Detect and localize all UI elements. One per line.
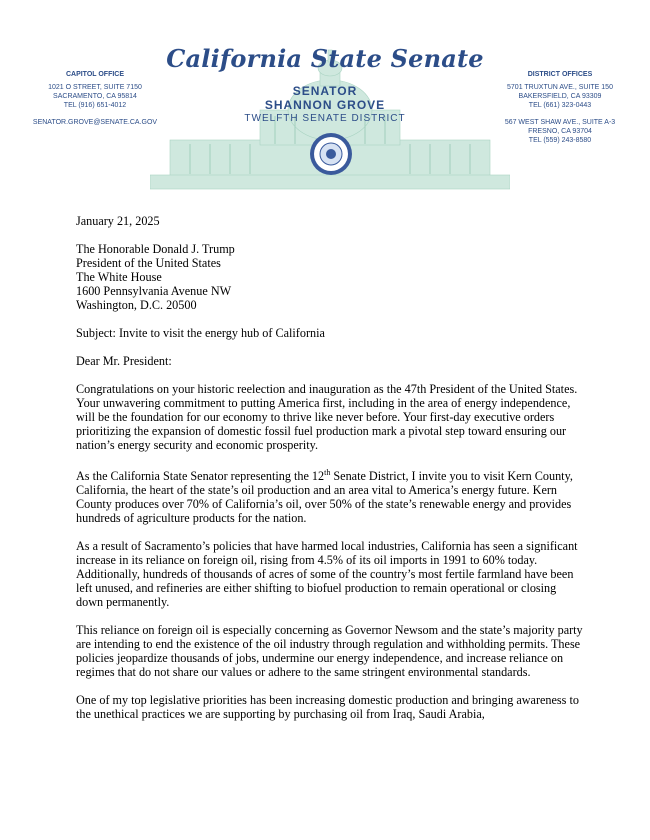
- capitol-city-line: SACRAMENTO, CA 95814: [53, 93, 137, 100]
- recipient-address: [76, 242, 586, 312]
- letter-subject: Subject: Invite to visit the energy hub of California: [76, 326, 325, 340]
- letter-body: [76, 214, 586, 735]
- letterhead: [0, 0, 650, 200]
- capitol-address-line: 1021 O STREET, SUITE 7150: [48, 84, 142, 91]
- capitol-phone: TEL (916) 651-4012: [63, 102, 127, 109]
- letter-paragraph-1: Congratulations on your historic reelection and inauguration as the 47th President of the United States. Your unwavering commitment to putting America first, including in the area of energy independence, will be the foundation for our economy to thrive like never before. Your first-day executive orders prioritizing the expansion of domestic fossil fuel production mark a pivotal step toward ensuring our nation’s energy security and economic prosperity.: [76, 382, 578, 452]
- letterhead-title: California State Senate: [166, 44, 484, 73]
- letter-paragraph-2: [76, 466, 586, 525]
- recipient-line: President of the United States: [76, 256, 221, 270]
- recipient-line: The White House: [76, 270, 162, 284]
- paragraph-2-rest: Senate District, I invite you to visit Kern County, California, the heart of the state’s oil production and an area vital to America’s energy future. Kern County produces over 70% of California’s oil, over 50% of the state’s renewable energy and provides hundreds of agriculture products for the nation.: [76, 469, 573, 526]
- recipient-line: 1600 Pennsylvania Avenue NW: [76, 284, 232, 298]
- letter-date: January 21, 2025: [76, 214, 160, 228]
- senate-seal-icon: [309, 132, 353, 176]
- capitol-office-block: [20, 70, 170, 127]
- letter-paragraph-4: This reliance on foreign oil is especially concerning as Governor Newsom and the state’s majority party are intending to end the existence of the oil industry through regulation and withholding permits. These policies jeopardize thousands of jobs, undermine our energy independence, and increase reliance on regimes that do not share our values or adhere to the same stringent environmental standards.: [76, 623, 583, 680]
- district-offices-header: DISTRICT OFFICES: [527, 71, 593, 78]
- recipient-line: The Honorable Donald J. Trump: [76, 242, 235, 256]
- fresno-phone: TEL (559) 243-8580: [528, 137, 592, 144]
- bakersfield-address-line: 5701 TRUXTUN AVE., SUITE 150: [507, 84, 613, 91]
- recipient-line: Washington, D.C. 20500: [76, 298, 197, 312]
- fresno-city-line: FRESNO, CA 93704: [528, 128, 592, 135]
- senator-email: SENATOR.GROVE@SENATE.CA.GOV: [32, 119, 158, 126]
- district-offices-block: [480, 70, 640, 145]
- bakersfield-phone: TEL (661) 323-0443: [528, 102, 592, 109]
- letter-paragraph-3: As a result of Sacramento’s policies that have harmed local industries, California has seen a significant increase in its reliance on foreign oil, rising from 4.5% of its oil imports in 1991 to 60% today. Additionally, hundreds of thousands of acres of some of the country’s most fertile farmland have been left unused, and refineries are either shifting to biofuel production to remain operational or closing down permanently.: [76, 539, 578, 610]
- bakersfield-city-line: BAKERSFIELD, CA 93309: [518, 93, 602, 100]
- ordinal-suffix: th: [324, 468, 331, 477]
- fresno-address-line: 567 WEST SHAW AVE., SUITE A-3: [504, 119, 616, 126]
- senator-name: SHANNON GROVE: [264, 98, 386, 112]
- paragraph-2-intro: As the California State Senator representing the 12: [76, 469, 325, 484]
- capitol-office-header: CAPITOL OFFICE: [65, 71, 125, 78]
- senator-label: SENATOR: [292, 84, 358, 98]
- letter-paragraph-5: One of my top legislative priorities has been increasing domestic production and bringing awareness to the unethical practices we are supporting by purchasing oil from Iraq, Saudi Arabia,: [76, 693, 579, 722]
- letter-salutation: Dear Mr. President:: [76, 354, 172, 368]
- senate-district: TWELFTH SENATE DISTRICT: [244, 113, 406, 124]
